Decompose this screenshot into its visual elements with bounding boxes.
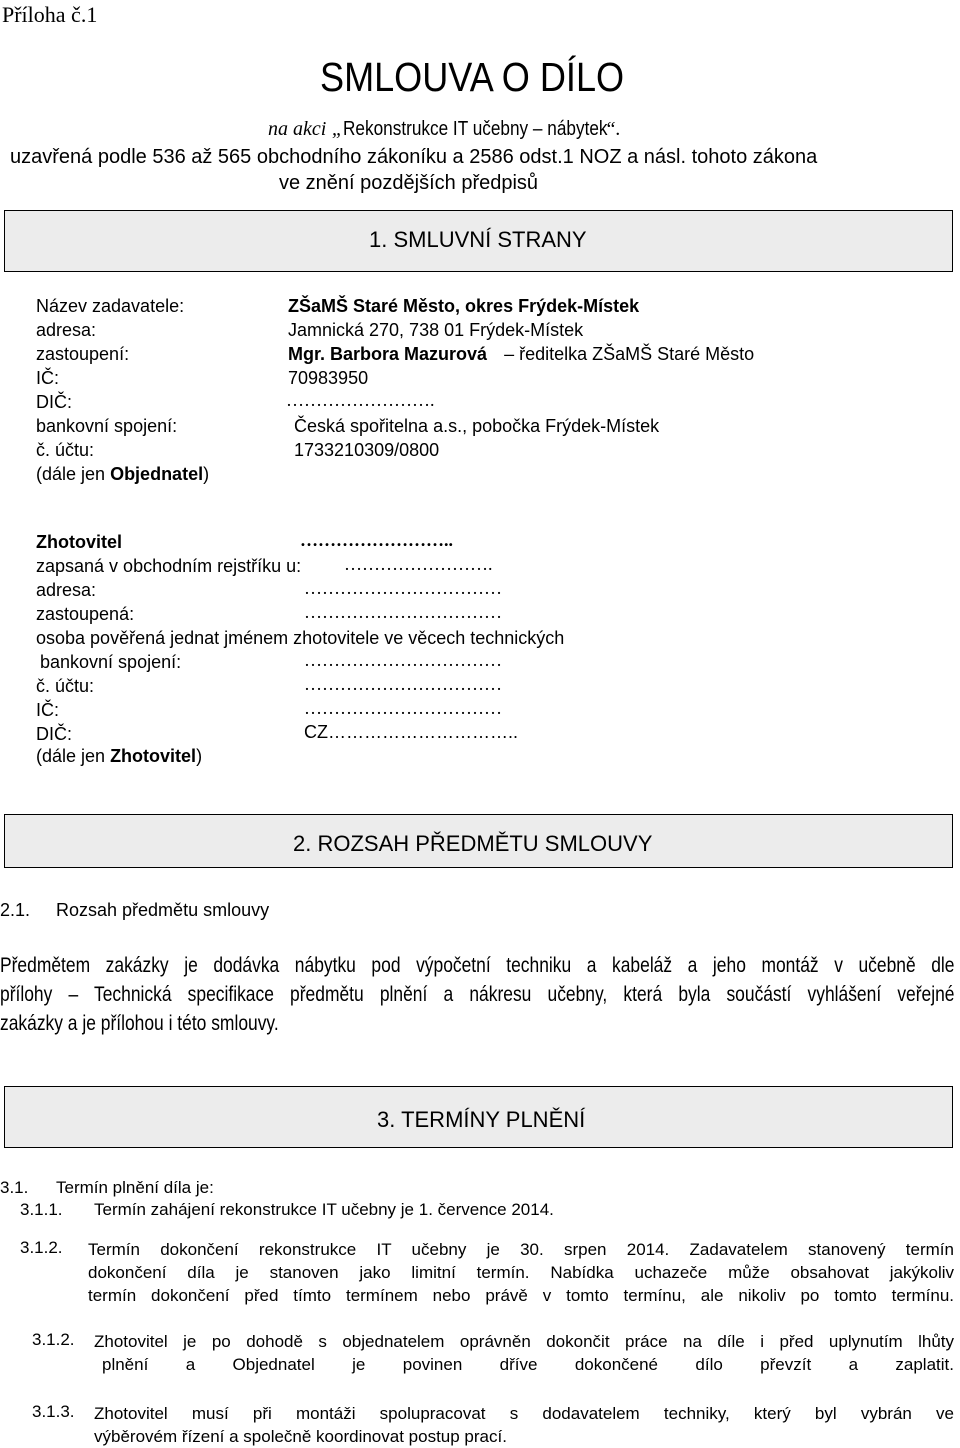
contractor-tech-person: osoba pověřená jednat jménem zhotovitele ve věcech technických xyxy=(36,628,565,648)
client-rep-label: zastoupení: xyxy=(36,344,130,364)
s3-1-3-number: 3.1.3. xyxy=(32,1402,75,1421)
section2-paragraph-line1: Předmětem zakázky je dodávka nábytku pod výpočetní techniku a kabeláž a jeho montáž v učebně dle xyxy=(0,954,955,977)
s3-1-2-text xyxy=(88,1238,954,1307)
s3-1-2-line1: Termín dokončení rekonstrukce IT učebny je 30. srpen 2014. Zadavatelem stanovený termín xyxy=(88,1240,954,1259)
section1-heading-box xyxy=(4,210,953,272)
subtitle-quote-open: „ xyxy=(331,118,343,140)
subtitle-prefix: na akci xyxy=(268,118,327,140)
contractor-address-value: …………………………… xyxy=(304,578,502,598)
client-alias xyxy=(36,464,209,485)
client-rep-value xyxy=(288,344,754,365)
contractor-alias xyxy=(36,746,202,767)
s3-1-1-number: 3.1.1. xyxy=(20,1200,63,1219)
section1-heading: 1. SMLUVNÍ STRANY xyxy=(369,227,587,252)
s3-1-2b-text xyxy=(94,1330,954,1376)
client-account-label: č. účtu: xyxy=(36,440,95,460)
s3-1-text: Termín plnění díla je: xyxy=(56,1178,214,1197)
contractor-address-label: adresa: xyxy=(36,580,97,600)
client-address-label: adresa: xyxy=(36,320,97,340)
contractor-label: Zhotovitel xyxy=(36,532,122,552)
s3-1-3-line2: výběrovém řízení a společně koordinovat postup prací. xyxy=(94,1427,507,1446)
contractor-dic-value: CZ………………………….. xyxy=(304,722,518,742)
section2-1-title: Rozsah předmětu smlouvy xyxy=(56,900,270,920)
s3-1-number: 3.1. xyxy=(0,1178,29,1197)
contractor-account-label: č. účtu: xyxy=(36,676,95,696)
contractor-ic-label: IČ: xyxy=(36,700,60,720)
s3-1-2-line3: termín dokončení před tímto termínem nebo právě v tomto termínu, ale nikoliv po tomto termínu. xyxy=(88,1286,954,1305)
legal-basis-line1: uzavřená podle 536 až 565 obchodního zákoníku a 2586 odst.1 NOZ a násl. tohoto zákona xyxy=(10,146,818,168)
s3-1-2b-line1: Zhotovitel je po dohodě s objednatelem oprávněn dokončit práce na díle i před uplynutím lhůty xyxy=(94,1332,954,1351)
section3-heading: 3. TERMÍNY PLNĚNÍ xyxy=(377,1107,586,1132)
subtitle-quote-close: “. xyxy=(604,118,621,140)
client-rep-name: Mgr. Barbora Mazurová xyxy=(288,344,488,364)
section2-1-number: 2.1. xyxy=(0,900,31,920)
client-address-value: Jamnická 270, 738 01 Frýdek-Místek xyxy=(288,320,584,340)
contractor-account-value: …………………………… xyxy=(304,674,502,694)
contractor-rep-label: zastoupená: xyxy=(36,604,135,624)
contractor-alias-name: Zhotovitel xyxy=(110,746,197,766)
s3-1-3-text xyxy=(94,1402,954,1448)
s3-1-2b-line2: plnění a Objednatel je povinen dříve dokončené dílo převzít a zaplatit. xyxy=(102,1355,954,1374)
client-alias-suffix: ) xyxy=(203,464,210,484)
client-bank-label: bankovní spojení: xyxy=(36,416,178,436)
section2-heading: 2. ROZSAH PŘEDMĚTU SMLOUVY xyxy=(293,831,653,856)
contractor-bank-label: bankovní spojení: xyxy=(40,652,182,672)
client-ic-value: 70983950 xyxy=(288,368,369,388)
client-name-value: ZŠaMŠ Staré Město, okres Frýdek-Místek xyxy=(288,296,640,316)
section3-heading-box xyxy=(4,1086,953,1148)
contractor-register-value: ……………………. xyxy=(344,554,493,574)
client-account-value: 1733210309/0800 xyxy=(294,440,440,460)
s3-1-2-line2: dokončení díla je stanoven jako limitní termín. Nabídka uchazeče může obsahovat jakýkoliv xyxy=(88,1263,954,1282)
client-alias-prefix: (dále jen xyxy=(36,464,111,484)
contractor-bank-value: …………………………… xyxy=(304,650,502,670)
subtitle-project-name: Rekonstrukce IT učebny – nábytek xyxy=(343,118,608,140)
legal-basis-line2: ve znění pozdějších předpisů xyxy=(279,172,539,194)
contractor-register-label: zapsaná v obchodním rejstříku u: xyxy=(36,556,302,576)
s3-1-3-line1: Zhotovitel musí při montáži spolupracovat s dodavatelem techniky, který byl vybrán ve xyxy=(94,1404,954,1423)
s3-1-1-text: Termín zahájení rekonstrukce IT učebny je 1. července 2014. xyxy=(94,1200,554,1219)
s3-1-2-number: 3.1.2. xyxy=(20,1238,63,1257)
client-dic-value: ……………………. xyxy=(286,390,435,410)
client-name-label: Název zadavatele: xyxy=(36,296,185,316)
client-ic-label: IČ: xyxy=(36,368,60,388)
s3-1-2b-number: 3.1.2. xyxy=(32,1330,75,1349)
contractor-rep-value: …………………………… xyxy=(304,602,502,622)
client-dic-label: DIČ: xyxy=(36,392,72,412)
subtitle-line xyxy=(268,118,621,141)
section2-paragraph-line3: zakázky a je přílohou i této smlouvy. xyxy=(0,1012,279,1035)
contractor-alias-suffix: ) xyxy=(196,746,203,766)
client-bank-value: Česká spořitelna a.s., pobočka Frýdek-Místek xyxy=(294,416,660,436)
contractor-ic-value: …………………………… xyxy=(304,698,502,718)
client-alias-name: Objednatel xyxy=(110,464,204,484)
contractor-dic-label: DIČ: xyxy=(36,724,72,744)
section2-heading-box xyxy=(4,814,953,868)
appendix-label: Příloha č.1 xyxy=(2,2,98,27)
section2-paragraph-line2: přílohy – Technická specifikace předmětu plnění a nákresu učebny, která byla součástí vyhlášení veřejné xyxy=(0,983,955,1006)
section2-paragraph xyxy=(0,951,955,1038)
contractor-label-value: …………………….. xyxy=(300,530,453,550)
document-title: SMLOUVA O DÍLO xyxy=(320,54,625,100)
contractor-alias-prefix: (dále jen xyxy=(36,746,111,766)
client-rep-role: – ředitelka ZŠaMŠ Staré Město xyxy=(504,344,755,364)
